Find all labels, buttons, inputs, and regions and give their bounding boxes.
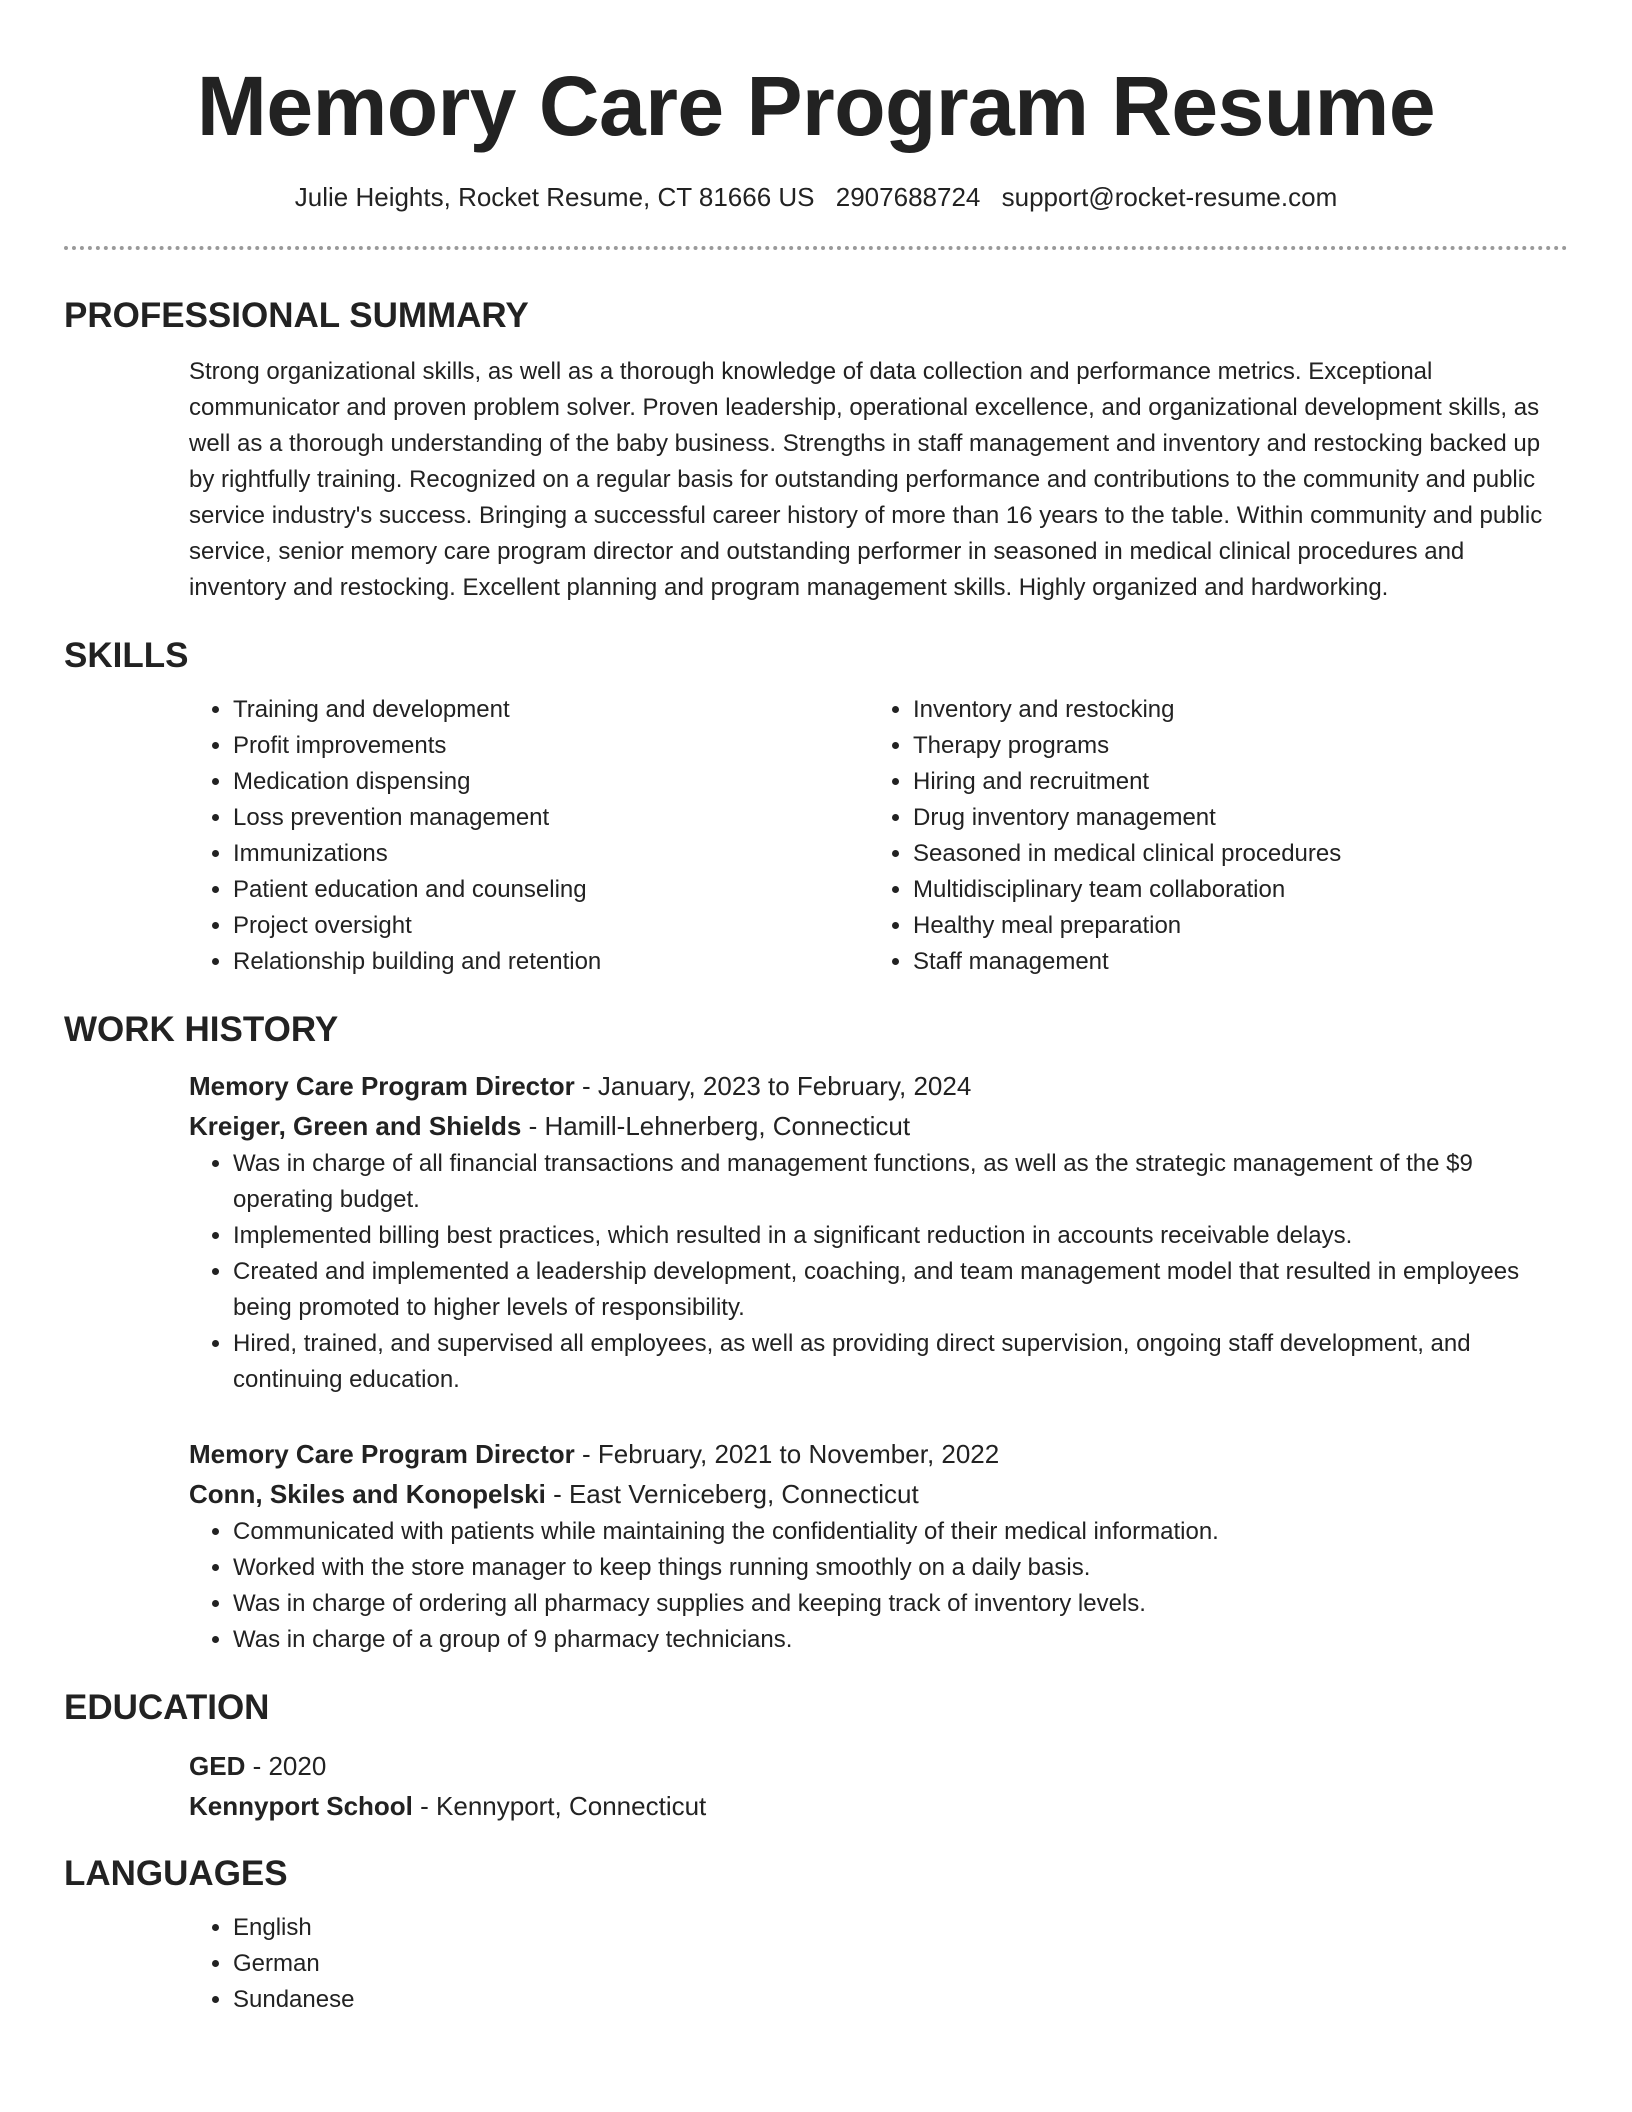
skill-item: • Hiring and recruitment xyxy=(913,764,1549,800)
responsibility-item: • Created and implemented a leadership development, coaching, and team management model that resulted in employees being promoted to higher levels of responsibility. xyxy=(233,1254,1568,1326)
responsibility-item: • Implemented billing best practices, which resulted in a significant reduction in accounts receivable delays. xyxy=(233,1218,1568,1254)
responsibility-item: • Was in charge of ordering all pharmacy supplies and keeping track of inventory levels. xyxy=(233,1586,1568,1622)
languages-section xyxy=(0,1852,1632,2018)
job-location: - East Verniceberg, Connecticut xyxy=(545,1479,919,1509)
responsibility-item: • Worked with the store manager to keep things running smoothly on a daily basis. xyxy=(233,1550,1568,1586)
summary-text: Strong organizational skills, as well as a thorough knowledge of data collection and performance metrics. Exceptional communicator and proven problem solver. Proven leadership, operational excellence, and organizational development skills, as well as a thorough understanding of the baby business. Strengths in staff management and inventory and restocking backed up by rightfully training. Recognized on a regular basis for outstanding performance and contributions to the community and public service industry's success. Bringing a successful career history of more than 16 years to the table. Within community and public service, senior memory care program director and outstanding performer in seasoned in medical clinical procedures and inventory and restocking. Excellent planning and program management skills. Highly organized and hardworking. xyxy=(189,358,1543,601)
skills-list-right xyxy=(869,692,1549,980)
education-degree-line xyxy=(189,1746,1568,1786)
skill-item: • Immunizations xyxy=(233,836,869,872)
skill-item: • Loss prevention management xyxy=(233,800,869,836)
contact-email: support@rocket-resume.com xyxy=(1001,182,1338,212)
header-divider xyxy=(64,246,1568,250)
responsibility-item: • Was in charge of all financial transactions and management functions, as well as the strategic management of the $9 operating budget. xyxy=(233,1146,1568,1218)
section-title-skills: SKILLS xyxy=(64,636,189,675)
contact-line xyxy=(0,180,1632,214)
skills-column-right xyxy=(869,692,1549,980)
job-responsibilities xyxy=(189,1146,1568,1398)
job-entry xyxy=(189,1066,1568,1398)
skill-item: • Drug inventory management xyxy=(913,800,1549,836)
skills-grid xyxy=(189,692,1568,980)
language-item: • Sundanese xyxy=(233,1982,1568,2018)
skill-item: • Project oversight xyxy=(233,908,869,944)
skill-item: • Relationship building and retention xyxy=(233,944,869,980)
responsibility-item: • Communicated with patients while maintaining the confidentiality of their medical information. xyxy=(233,1514,1568,1550)
languages-list xyxy=(189,1910,1568,2018)
contact-phone: 2907688724 xyxy=(835,182,981,212)
skill-item: • Inventory and restocking xyxy=(913,692,1549,728)
job-company: Conn, Skiles and Konopelski xyxy=(189,1479,546,1509)
education-entry xyxy=(189,1746,1568,1826)
contact-address: Julie Heights, Rocket Resume, CT 81666 US xyxy=(294,182,815,212)
skill-item: • Therapy programs xyxy=(913,728,1549,764)
responsibility-item: • Was in charge of a group of 9 pharmacy technicians. xyxy=(233,1622,1568,1658)
section-title-summary: PROFESSIONAL SUMMARY xyxy=(64,296,529,335)
section-title-languages: LANGUAGES xyxy=(64,1854,288,1893)
skill-item: • Medication dispensing xyxy=(233,764,869,800)
skills-column-left xyxy=(189,692,869,980)
skill-item: • Multidisciplinary team collaboration xyxy=(913,872,1549,908)
skill-item: • Seasoned in medical clinical procedures xyxy=(913,836,1549,872)
work-history-section xyxy=(0,1008,1632,1658)
education-location: - Kennyport, Connecticut xyxy=(412,1791,707,1821)
job-title-line xyxy=(189,1434,1568,1474)
education-section xyxy=(0,1686,1632,1826)
job-company: Kreiger, Green and Shields xyxy=(189,1111,522,1141)
job-title: Memory Care Program Director xyxy=(189,1071,575,1101)
job-responsibilities xyxy=(189,1514,1568,1658)
resume-header xyxy=(0,0,1632,214)
resume-title: Memory Care Program Resume xyxy=(196,59,1436,153)
education-school-line xyxy=(189,1786,1568,1826)
job-title: Memory Care Program Director xyxy=(189,1439,575,1469)
responsibility-item: • Hired, trained, and supervised all employees, as well as providing direct supervision, ongoing staff development, and continuing education. xyxy=(233,1326,1568,1398)
languages-list-wrapper xyxy=(189,1910,1568,2018)
job-dates: - February, 2021 to November, 2022 xyxy=(574,1439,1000,1469)
job-company-line xyxy=(189,1474,1568,1514)
skill-item: • Healthy meal preparation xyxy=(913,908,1549,944)
skills-section xyxy=(0,634,1632,980)
job-company-line xyxy=(189,1106,1568,1146)
job-title-line xyxy=(189,1066,1568,1106)
job-dates: - January, 2023 to February, 2024 xyxy=(574,1071,972,1101)
education-year: - 2020 xyxy=(245,1751,327,1781)
section-title-education: EDUCATION xyxy=(64,1688,270,1727)
skills-list-left xyxy=(189,692,869,980)
skill-item: • Staff management xyxy=(913,944,1549,980)
skill-item: • Profit improvements xyxy=(233,728,869,764)
job-location: - Hamill-Lehnerberg, Connecticut xyxy=(521,1111,911,1141)
education-school: Kennyport School xyxy=(189,1791,413,1821)
professional-summary-section xyxy=(0,294,1632,606)
education-degree: GED xyxy=(189,1751,246,1781)
section-title-work-history: WORK HISTORY xyxy=(64,1010,339,1049)
language-item: • English xyxy=(233,1910,1568,1946)
skill-item: • Patient education and counseling xyxy=(233,872,869,908)
language-item: • German xyxy=(233,1946,1568,1982)
job-entry xyxy=(189,1434,1568,1658)
skill-item: • Training and development xyxy=(233,692,869,728)
